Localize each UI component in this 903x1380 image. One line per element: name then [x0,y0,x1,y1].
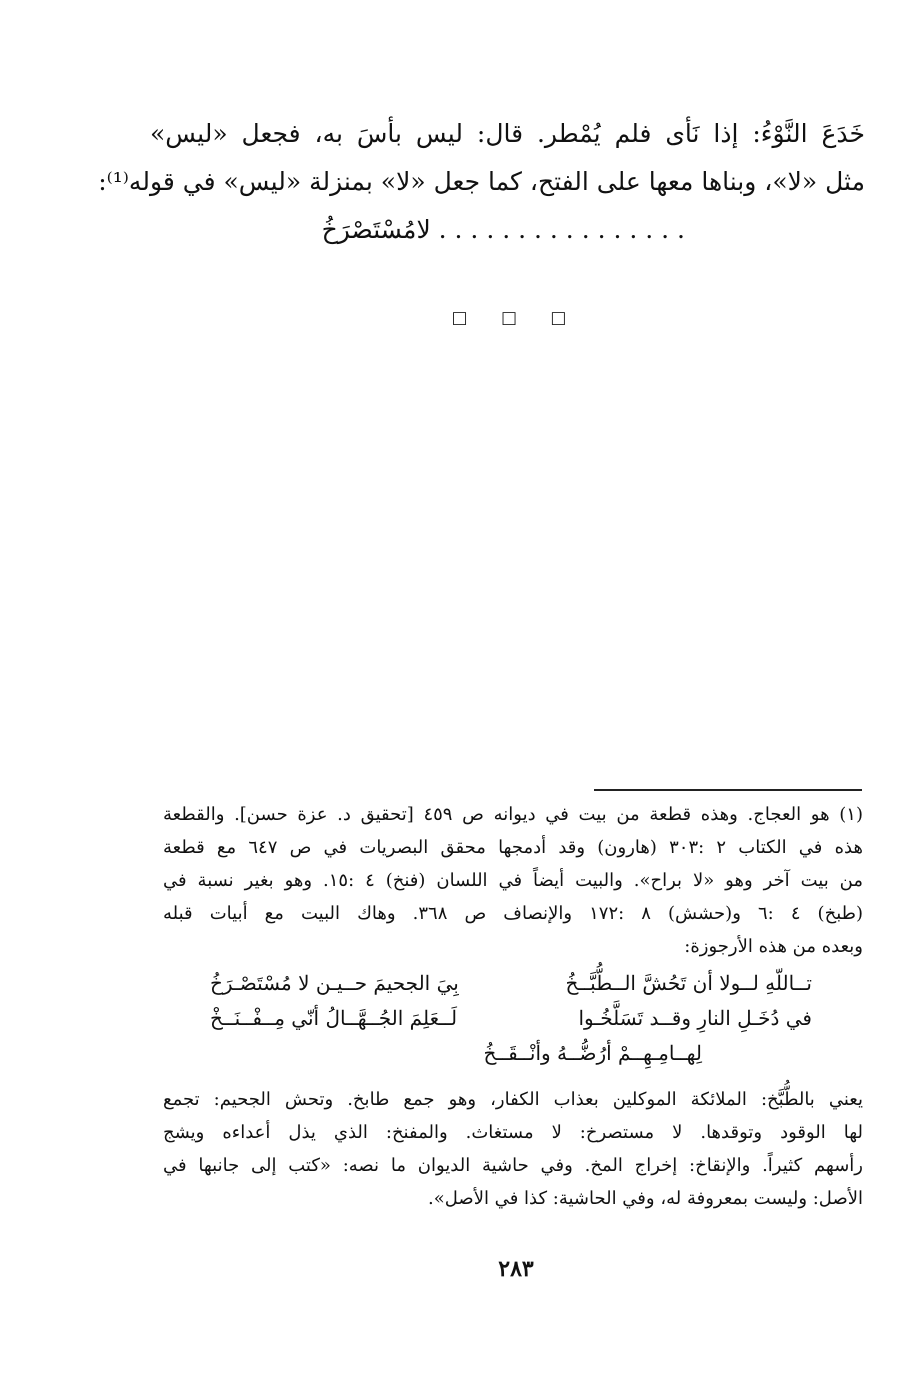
commentary-line-4: الأصل: وليست بمعروفة له، وفي الحاشية: كذا في الأصل». [428,1188,863,1209]
footnote-rule [594,789,862,791]
footnote-commentary [163,1083,863,1215]
page-number: ٢٨٣ [498,1256,534,1282]
footnote-line-3: من بيت آخر وهو «لا براح». والبيت أيضاً في اللسان (فنخ) ٤ :١٥. وهو بغير نسبة في [163,870,863,891]
poem-row [210,966,812,1001]
footnote-poem [210,966,812,1071]
section-separator: □ □ □ [451,308,581,328]
verse-fragment: . . . . . . . . . . . . . . . . لامُسْتَصْرَخُ [321,215,685,244]
footnote-line-2: هذه في الكتاب ٢ :٣٠٣ (هارون) وقد أدمجها محقق البصريات في ص ٦٤٧ مع قطعة [163,837,863,858]
commentary-line-1: يعني بالطُّبَّخ: الملائكة الموكلين بعذاب الكفار، وهو جمع طابخ. وتحش الجحيم: تجمع [163,1089,863,1110]
poem-hemistich: في دُخَـلِ النارِ وقــد تَسَلَّخُـوا [578,1006,812,1030]
main-line-1: خَدَعَ النَّوْءُ: إذا نَأى فلم يُمْطر. قال: ليس بأسَ به، فجعل «ليس» [150,119,865,148]
footnote-line-4: (طبخ) ٤ :٦ و(حشش) ٨ :١٧٢ والإنصاف ص ٣٦٨. وهاك البيت مع أبيات قبله [163,903,863,924]
main-text [98,110,865,244]
poem-row [210,1001,812,1036]
commentary-line-2: لها الوقود وتوقدها. لا مستصرخ: لا مستغاث. والمفنخ: الذي يذل أعداءه ويشج [163,1122,863,1143]
poem-hemistich: تــاللّهِ لــولا أن تَحُشَّ الــطُّبَّــخُ [565,971,812,995]
commentary-line-3: رأسهم كثيراً. والإنقاخ: إخراج المخ. وفي حاشية الديوان ما نصه: «كتب إلى جانبها في [163,1155,863,1176]
poem-hemistich: بِيَ الجحيمَ حــيـن لا مُسْتَصْـرَخُ [210,971,459,995]
footnotes [163,798,863,963]
footnote-line-1: (١) هو العجاج. وهذه قطعة من بيت في ديوانه ص ٤٥٩ [تحقيق د. عزة حسن]. والقطعة [163,804,863,825]
main-line-2: مثل «لا»، وبناها معها على الفتح، كما جعل «لا» بمنزلة «ليس» في قوله⁽¹⁾: [98,167,865,196]
poem-hemistich: لِهــامِـهِــمْ أرُضُّــهُ وأنْــقَــخُ [483,1041,702,1065]
poem-row [210,1036,812,1071]
footnote-line-5: وبعده من هذه الأرجوزة: [684,936,863,957]
poem-hemistich: لَــعَلِمَ الجُــهَّــالُ أنّي مِــفْــنَــخْ [210,1006,458,1030]
